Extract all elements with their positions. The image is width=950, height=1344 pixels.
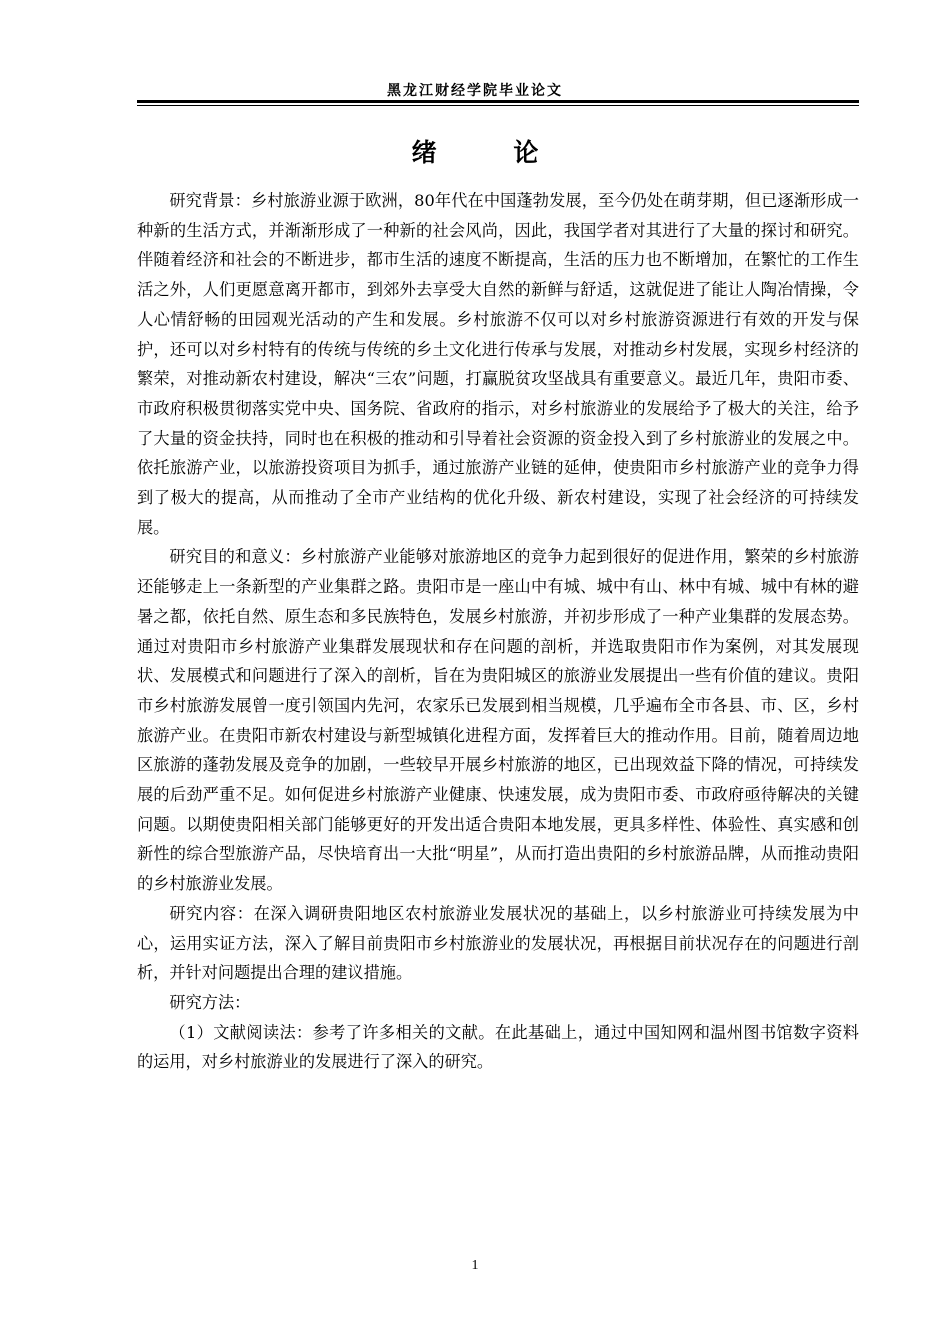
body-text [137,186,859,1077]
paragraph-method-1: （1）文献阅读法：参考了许多相关的文献。在此基础上，通过中国知网和温州图书馆数字资料的运用，对乡村旅游业的发展进行了深入的研究。 [137,1022,859,1072]
paragraph-purpose: 研究目的和意义：乡村旅游产业能够对旅游地区的竞争力起到很好的促进作用，繁荣的乡村旅游还能够走上一条新型的产业集群之路。贵阳市是一座山中有城、城中有山、林中有城、城中有林的避暑之都，依托自然、原生态和多民族特色，发展乡村旅游，并初步形成了一种产业集群的发展态势。通过对贵阳市乡村旅游产业集群发展现状和存在问题的剖析，并选取贵阳市作为案例，对其发展现状、发展模式和问题进行了深入的剖析，旨在为贵阳城区的旅游业发展提出一些有价值的建议。贵阳市乡村旅游发展曾一度引领国内先河，农家乐已发展到相当规模，几乎遍布全市各县、市、区，乡村旅游产业。在贵阳市新农村建设与新型城镇化进程方面，发挥着巨大的推动作用。目前，随着周边地区旅游的蓬勃发展及竞争的加剧，一些较早开展乡村旅游的地区，已出现效益下降的情况，可持续发展的后劲严重不足。如何促进乡村旅游产业健康、快速发展，成为贵阳市委、市政府亟待解决的关键问题。以期使贵阳相关部门能够更好的开发出适合贵阳本地发展，更具多样性、体验性、真实感和创新性的综合型旅游产品，尽快培育出一大批“明星”，从而打造出贵阳的乡村旅游品牌，从而推动贵阳的乡村旅游业发展。 [137,547,859,894]
header-rule [137,100,859,103]
header-rule-thin [137,105,859,106]
chapter-title: 绪 论 [411,138,573,167]
paragraph-content: 研究内容：在深入调研贵阳地区农村旅游业发展状况的基础上，以乡村旅游业可持续发展为中心，运用实证方法，深入了解目前贵阳市乡村旅游业的发展状况，再根据目前状况存在的问题进行剖析，并针对问题提出合理的建议措施。 [137,903,859,983]
paragraph-background: 研究背景：乡村旅游业源于欧洲，80年代在中国蓬勃发展，至今仍处在萌芽期，但已逐渐形成一种新的生活方式，并渐渐形成了一种新的社会风尚，因此，我国学者对其进行了大量的探讨和研究。伴随着经济和社会的不断进步，都市生活的速度不断提高，生活的压力也不断增加，在繁忙的工作生活之外，人们更愿意离开都市，到郊外去享受大自然的新鲜与舒适，这就促进了能让人陶冶情操，令人心情舒畅的田园观光活动的产生和发展。乡村旅游不仅可以对乡村旅游资源进行有效的开发与保护，还可以对乡村特有的传统与传统的乡土文化进行传承与发展，对推动乡村发展，实现乡村经济的繁荣，对推动新农村建设，解决“三农”问题，打赢脱贫攻坚战具有重要意义。最近几年，贵阳市委、市政府积极贯彻落实党中央、国务院、省政府的指示，对乡村旅游业的发展给予了极大的关注，给予了大量的资金扶持，同时也在积极的推动和引导着社会资源的资金投入到了乡村旅游业的发展之中。依托旅游产业，以旅游投资项目为抓手，通过旅游产业链的延伸，使贵阳市乡村旅游产业的竞争力得到了极大的提高，从而推动了全市产业结构的优化升级、新农村建设，实现了社会经济的可持续发展。 [137,191,859,537]
running-header: 黑龙江财经学院毕业论文 [387,83,563,99]
page-number: 1 [471,1258,479,1273]
paragraph-methods-heading: 研究方法： [169,992,251,1012]
